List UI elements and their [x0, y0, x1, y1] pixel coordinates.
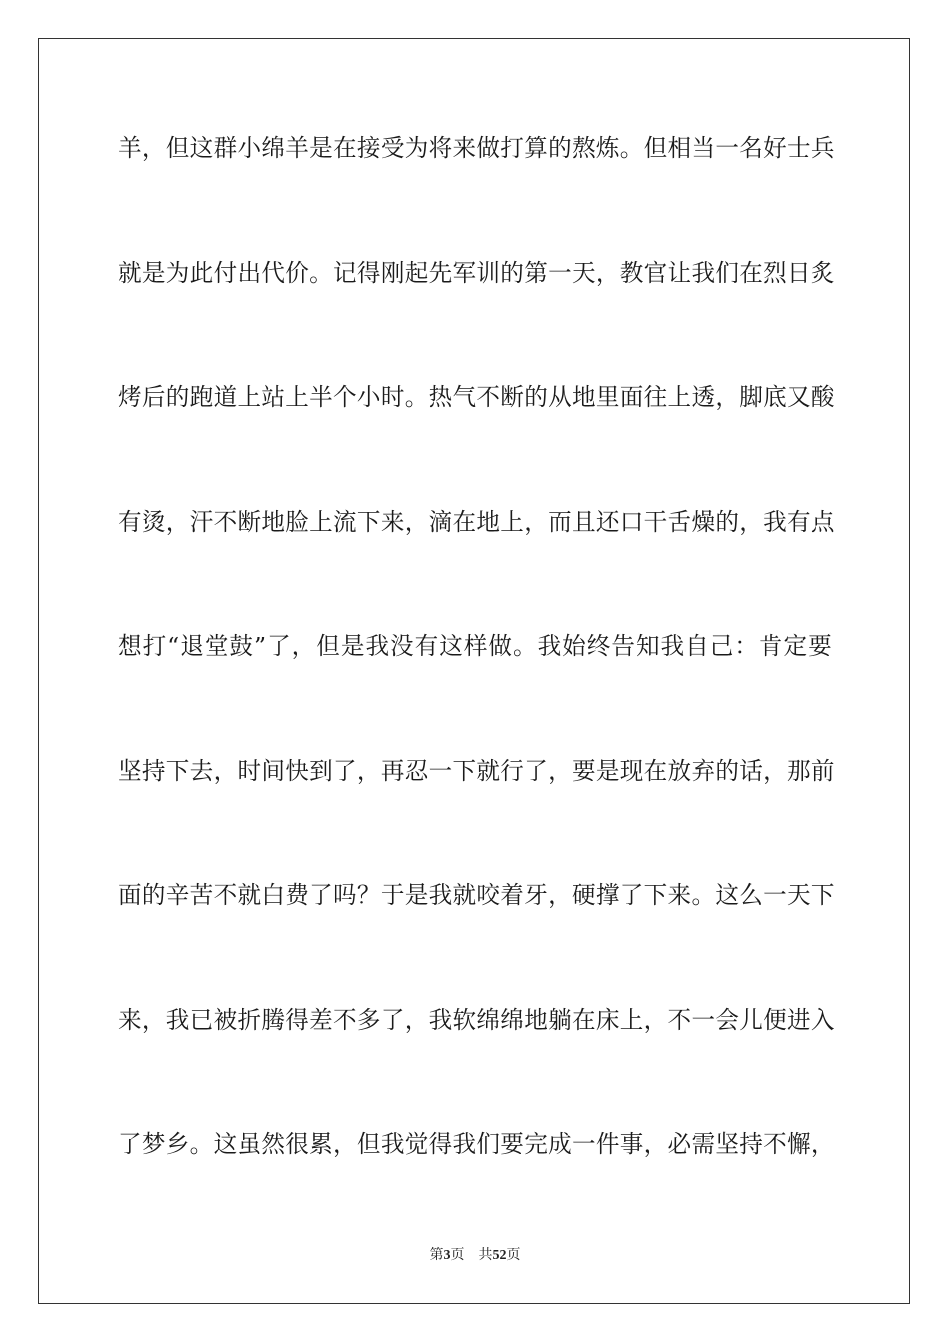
text-line: 了梦乡。这虽然很累，但我觉得我们要完成一件事，必需坚持不懈， [118, 1130, 835, 1158]
current-page-number: 3 [443, 1248, 451, 1263]
page-suffix: 页 [450, 1247, 465, 1263]
text-line: 羊，但这群小绵羊是在接受为将来做打算的熬炼。但相当一名好士兵 [118, 134, 835, 162]
body-text [118, 128, 835, 1249]
text-line: 坚持下去，时间快到了，再忍一下就行了，要是现在放弃的话，那前 [118, 756, 835, 785]
total-prefix: 共 [478, 1247, 493, 1263]
text-line: 来，我已被折腾得差不多了，我软绵绵地躺在床上，不一会儿便进入 [118, 1005, 835, 1034]
text-line: 烤后的跑道上站上半个小时。热气不断的从地里面往上透，脚底又酸 [118, 383, 835, 411]
page-footer [0, 1246, 950, 1265]
total-pages-number: 52 [492, 1248, 507, 1263]
text-line: 面的辛苦不就白费了吗？于是我就咬着牙，硬撑了下来。这么一天下 [118, 881, 835, 909]
text-line: 就是为此付出代价。记得刚起先军训的第一天，教官让我们在烈日炙 [118, 258, 835, 287]
text-line: 想打“退堂鼓”了，但是我没有这样做。我始终告知我自己：肯定要 [118, 632, 832, 660]
total-suffix: 页 [506, 1247, 521, 1263]
text-line: 有烫，汗不断地脸上流下来，滴在地上，而且还口干舌燥的，我有点 [118, 507, 835, 536]
page-prefix: 第 [429, 1247, 444, 1263]
